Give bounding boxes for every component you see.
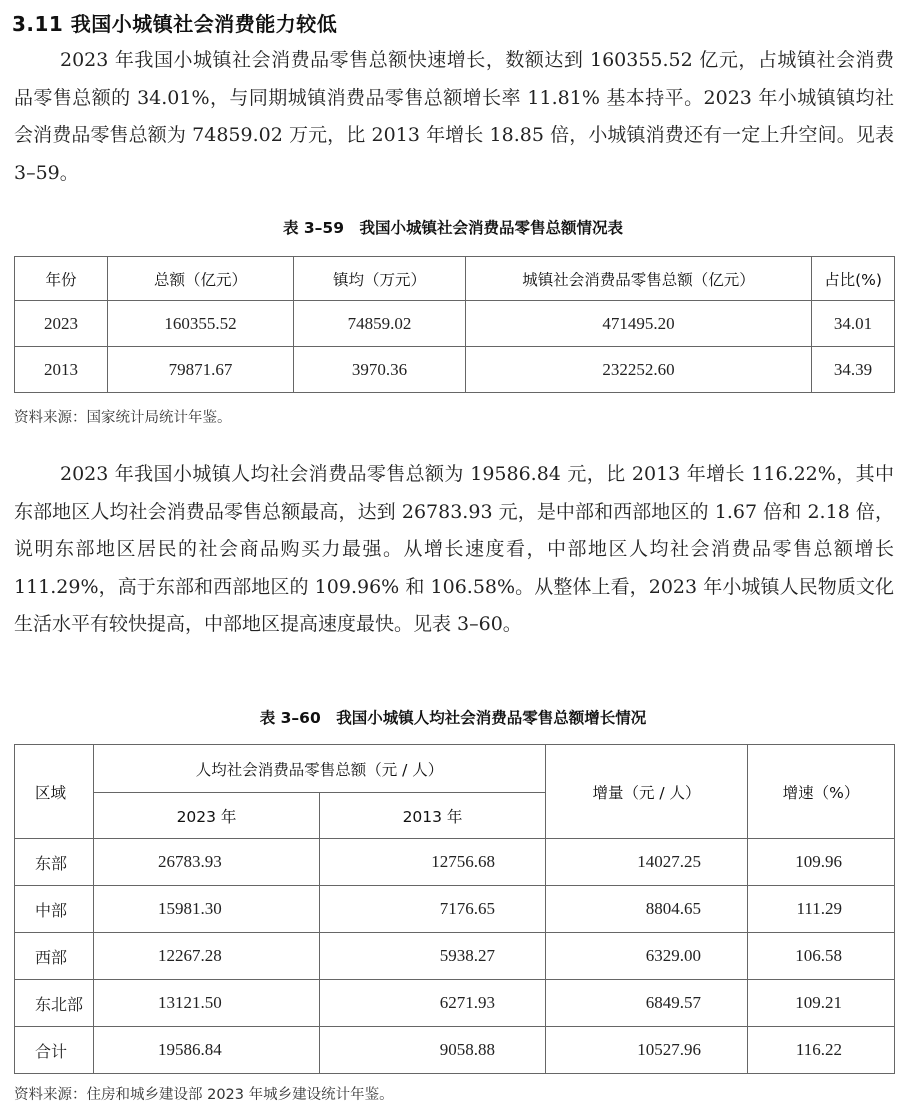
header-year: 年份 (15, 257, 108, 301)
header-increase: 增量（元 / 人） (546, 745, 748, 839)
table-row (15, 301, 895, 347)
table-row (15, 980, 895, 1027)
cell-2023: 13121.50 (94, 980, 320, 1027)
cell-rate: 111.29 (748, 886, 895, 933)
cell-2023: 15981.30 (94, 886, 320, 933)
cell-urban-total: 471495.20 (466, 301, 812, 347)
header-2013: 2013 年 (320, 793, 546, 839)
table-60 (14, 744, 895, 1074)
cell-increase: 14027.25 (546, 839, 748, 886)
table-row (15, 886, 895, 933)
table-row (15, 839, 895, 886)
header-urban-total: 城镇社会消费品零售总额（亿元） (466, 257, 812, 301)
cell-rate: 116.22 (748, 1027, 895, 1074)
cell-region: 合计 (15, 1027, 94, 1074)
paragraph-2-text: 2023 年我国小城镇人均社会消费品零售总额为 19586.84 元，比 2013 年增长 116.22%，其中东部地区人均社会消费品零售总额最高，达到 26783.93 元，是中部和西部地区的 1.67 倍和 2.18 倍，说明东部地区居民的社会商品购买力最强。从增长速度看，中部地区人均社会消费品零售总额增长 111.29%，高于东部和西部地区的 109.96% 和 106.58%。从整体上看，2023 年小城镇人民物质文化生活水平有较快提高，中部地区提高速度最快。见表 3–60。 (14, 463, 894, 636)
table-60-header-row-1 (15, 745, 895, 793)
cell-increase: 6329.00 (546, 933, 748, 980)
table-row (15, 347, 895, 393)
header-2023: 2023 年 (94, 793, 320, 839)
table-row (15, 933, 895, 980)
cell-increase: 8804.65 (546, 886, 748, 933)
cell-2013: 5938.27 (320, 933, 546, 980)
paragraph-2 (14, 456, 894, 644)
cell-rate: 109.96 (748, 839, 895, 886)
section-heading: 3.11 我国小城镇社会消费能力较低 (12, 12, 338, 36)
cell-year: 2023 (15, 301, 108, 347)
table-59-source: 资料来源：国家统计局统计年鉴。 (14, 410, 232, 426)
header-total: 总额（亿元） (108, 257, 294, 301)
cell-2023: 12267.28 (94, 933, 320, 980)
cell-increase: 10527.96 (546, 1027, 748, 1074)
cell-year: 2013 (15, 347, 108, 393)
cell-per-town: 3970.36 (294, 347, 466, 393)
cell-region: 西部 (15, 933, 94, 980)
cell-region: 中部 (15, 886, 94, 933)
paragraph-1-text: 2023 年我国小城镇社会消费品零售总额快速增长，数额达到 160355.52 亿元，占城镇社会消费品零售总额的 34.01%，与同期城镇消费品零售总额增长率 11.81% 基本持平。2023 年小城镇镇均社会消费品零售总额为 74859.02 万元，比 2013 年增长 18.85 倍，小城镇消费还有一定上升空间。见表 3–59。 (14, 49, 894, 184)
table-60-caption: 表 3–60 我国小城镇人均社会消费品零售总额增长情况 (259, 709, 647, 727)
cell-2013: 6271.93 (320, 980, 546, 1027)
cell-share: 34.39 (812, 347, 895, 393)
cell-2013: 7176.65 (320, 886, 546, 933)
table-row (15, 1027, 895, 1074)
cell-rate: 106.58 (748, 933, 895, 980)
cell-rate: 109.21 (748, 980, 895, 1027)
table-59-caption: 表 3–59 我国小城镇社会消费品零售总额情况表 (282, 219, 623, 237)
header-share: 占比(%) (812, 257, 895, 301)
table-59 (14, 256, 895, 393)
paragraph-1 (14, 42, 894, 192)
cell-2023: 19586.84 (94, 1027, 320, 1074)
cell-total: 160355.52 (108, 301, 294, 347)
cell-2013: 12756.68 (320, 839, 546, 886)
cell-share: 34.01 (812, 301, 895, 347)
header-rate: 增速（%） (748, 745, 895, 839)
cell-per-town: 74859.02 (294, 301, 466, 347)
cell-region: 东部 (15, 839, 94, 886)
cell-2013: 9058.88 (320, 1027, 546, 1074)
table-59-header-row (15, 257, 895, 301)
header-per-town: 镇均（万元） (294, 257, 466, 301)
cell-total: 79871.67 (108, 347, 294, 393)
cell-region: 东北部 (15, 980, 94, 1027)
header-per-capita-group: 人均社会消费品零售总额（元 / 人） (94, 745, 546, 793)
cell-urban-total: 232252.60 (466, 347, 812, 393)
header-region: 区域 (15, 745, 94, 839)
cell-2023: 26783.93 (94, 839, 320, 886)
cell-increase: 6849.57 (546, 980, 748, 1027)
table-60-source: 资料来源：住房和城乡建设部 2023 年城乡建设统计年鉴。 (14, 1087, 394, 1103)
